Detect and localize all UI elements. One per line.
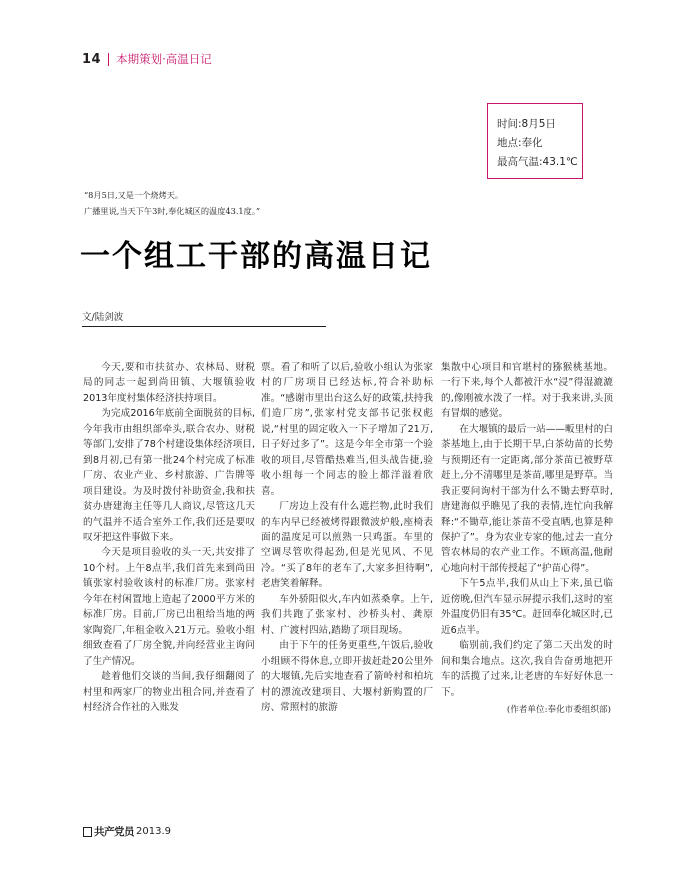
paragraph: 为完成2016年底前全面脱贫的目标,今年我市由组织部牵头,联合农办、财税等部门,安排了78个村建设集体经济项目,到8月初,已有第一批24个村完成了标准厂房、农业产业、乡村旅游、广告牌等项目建设。为及时拨付补助资金,我和扶贫办唐建海主任等几人商议,尽管这几天的气温并不适合室外工作,我们还是要叹叹牙把这件事做下来。 (83, 408, 255, 543)
info-box (487, 103, 583, 179)
paragraph: 厂房边上没有什么遮拦物,此时我们的车内早已经被烤得跟微波炉般,座椅表面的温度足可以煎熟一只鸡蛋。车里的空调尽管吹得起劲,但是光见风、不见冷。“买了8年的老车了,大家多担待啊”,老唐笑着解释。 (261, 501, 433, 590)
info-location: 地点:奉化 (497, 137, 543, 149)
issue-number: 2013.9 (136, 826, 171, 837)
text-column-3 (441, 360, 613, 718)
text-column-2 (261, 360, 433, 715)
page-header (82, 50, 212, 68)
paragraph: 由于下午的任务更重些,午饭后,验收小组顾不得休息,立即开拔赶赴20公里外的大堰镇,先后实地查看了箭岭村和柏坑村的漂流改建项目、大堰村新购置的厂房、常照村的旅游 (261, 640, 433, 713)
header-divider (108, 53, 109, 66)
info-temperature: 最高气温:43.1℃ (497, 156, 578, 168)
page-number: 14 (82, 51, 102, 67)
magazine-logo (83, 824, 134, 839)
lead-quote-line: 广播里说,当天下午3时,奉化城区的温度43.1度。” (84, 206, 261, 216)
lead-quote-line: “8月5日,又是一个烧烤天。 (84, 190, 184, 200)
paragraph: 集散中心项目和官堪村的猕猴桃基地。一行下来,每个人都被汗水“浸”得湿漉漉的,像刚被水泼了一样。对于我来讲,头顶有冒烟的感觉。 (441, 362, 613, 420)
section-label: 本期策划·高温日记 (116, 52, 212, 66)
paragraph: 车外骄阳似火,车内如蒸桑拿。上午,我们共跑了张家村、沙桥头村、龚原村、广渡村四站,踏勘了项目现场。 (261, 593, 433, 636)
logo-mark-icon (83, 827, 92, 837)
lead-quote (84, 187, 260, 219)
info-time: 时间:8月5日 (497, 118, 556, 130)
paragraph: 临别前,我们约定了第二天出发的时间和集合地点。这次,我自告奋勇地把开车的活揽了过来,让老唐的车好好休息一下。 (441, 640, 613, 698)
author-byline: 文/陆剑波 (82, 312, 124, 323)
article-title: 一个组工干部的高温日记 (80, 239, 432, 274)
paragraph: 下午5点半,我们从山上下来,虽已临近傍晚,但汽车显示屏提示我们,这时的室外温度仍旧有35℃。赶回奉化城区时,已近6点半。 (441, 578, 613, 636)
paragraph: 票。看了和听了以后,验收小组认为张家村的厂房项目已经达标,符合补助标准。“感谢市里出台这么好的政策,扶持我们造厂房”,张家村党支部书记张权彪说,“村里的固定收入一下子增加了21万,日子好过多了”。这是今年全市第一个验收的项目,尽管酷热难当,但头战告捷,验收小组每一个同志的脸上都洋溢着欣喜。 (261, 362, 433, 497)
paragraph: 今天是项目验收的头一天,共安排了10个村。上午8点半,我们首先来到尚田镇张家村验收该村的标准厂房。张家村今年在村闲置地上造起了2000平方米的标准厂房。目前,厂房已出租给当地的两家陶瓷厂,年租金收入21万元。验收小组细致查看了厂房全貌,并向经营业主询问了生产情况。 (83, 547, 255, 667)
text-column-1 (83, 360, 255, 715)
author-affiliation: (作者单位:奉化市委组织部) (506, 704, 611, 715)
paragraph: 在大堰镇的最后一站——畈里村的白茶基地上,由于长期干旱,白茶幼苗的长势与预期还有一定距离,部分茶苗已被野草赶上,分不清哪里是茶苗,哪里是野草。当我正要问询村干部为什么不锄去野草时,唐建海似乎瞧见了我的表情,连忙向我解释:“不锄草,能让茶苗不受直晒,也算是种保护了”。身为农业专家的他,过去一直分管农林局的农产业工作。不顾高温,他耐心地向村干部传授起了“护苗心得”。 (441, 423, 613, 574)
magazine-logo-text: 共产党员 (94, 826, 134, 838)
paragraph: 趁着他们交谈的当间,我仔细翻阅了村里和两家厂的物业出租合同,并查看了村经济合作社的入账发 (83, 671, 255, 713)
byline-divider (82, 326, 326, 327)
paragraph: 今天,要和市扶贫办、农林局、财税局的同志一起到尚田镇、大堰镇验收2013年度村集体经济扶持项目。 (83, 362, 255, 404)
page-footer (83, 824, 171, 839)
